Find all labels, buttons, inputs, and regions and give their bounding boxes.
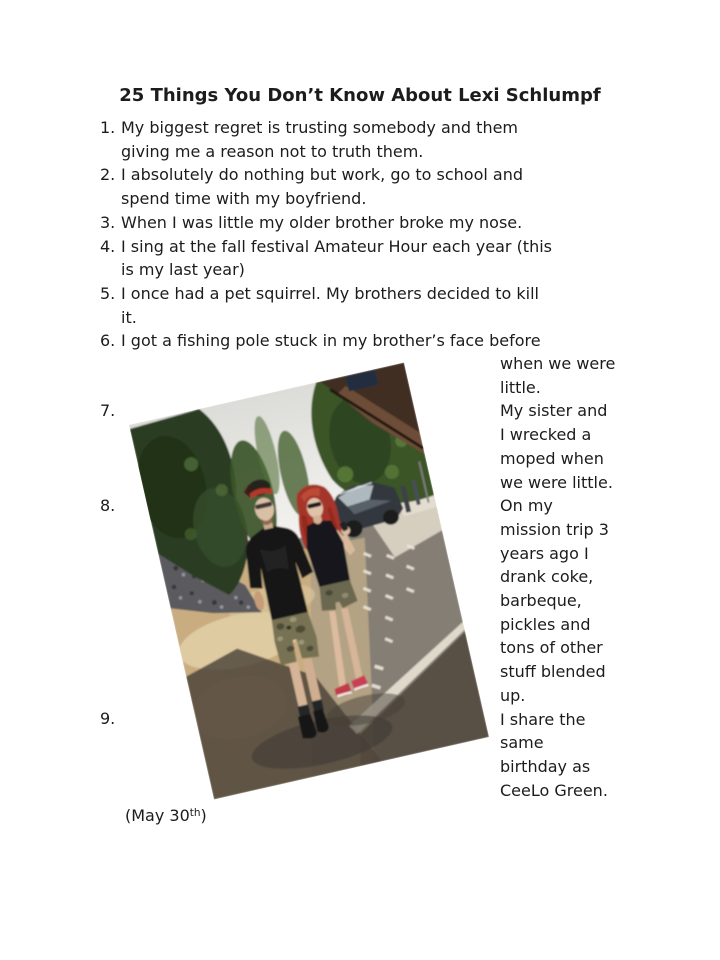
list-item-line: I once had a pet squirrel. My brothers decided to kill [121,283,539,303]
list-item-3 [100,211,660,235]
wrap-line: On my [500,496,553,516]
wrap-line: CeeLo Green. [500,780,608,800]
wrap-line: we were little. [500,472,613,492]
list-item-line: spend time with my boyfriend. [121,189,367,209]
page-title: 25 Things You Don’t Know About Lexi Schlumpf [119,85,601,106]
list-item-number: 2. [100,165,116,185]
wrap-line: moped when [500,448,604,468]
birthday-date-note [125,804,207,828]
list-item-line: I got a fishing pole stuck in my brother’s face before [121,331,541,351]
wrap-line: pickles and [500,614,591,634]
list-item-5 [100,282,660,329]
wrap-line: mission trip 3 [500,519,609,539]
wrap-line: when we were [500,354,616,373]
date-text-close: ) [200,806,207,825]
list-item-line: it. [121,307,137,327]
date-text: (May 30 [125,806,190,825]
wrap-line: tons of other [500,638,603,658]
wrap-line: birthday as [500,756,591,776]
list-item-number: 6. [100,331,116,351]
list-item-6 [100,329,660,353]
list-item-number-9: 9. [100,709,116,728]
list-item-number: 4. [100,236,116,256]
ordinal-superscript: th [189,807,201,819]
wrap-line: up. [500,685,526,705]
list-item-number: 3. [100,212,116,232]
list-item-1 [100,116,660,163]
list-item-line: is my last year) [121,260,245,280]
wrap-line: same [500,733,544,753]
list-item-2 [100,163,660,210]
wrap-line: I wrecked a [500,425,592,445]
wrap-line: I share the [500,709,586,729]
list-item-4 [100,235,660,282]
photo-illustration [129,363,489,800]
list-item-number-8: 8. [100,496,116,515]
list-item-number: 5. [100,283,116,303]
text-wrap-column [500,352,710,802]
inline-photo-two-people-outdoors [129,363,489,800]
list-item-number: 1. [100,118,116,137]
wrap-line: little. [500,377,541,397]
list-item-line: When I was little my older brother broke my nose. [121,212,523,232]
list-item-line: giving me a reason not to truth them. [121,141,424,161]
list-item-number-7: 7. [100,401,116,420]
wrap-line: years ago I [500,543,589,563]
wrap-line: barbeque, [500,591,582,611]
list-item-line: My biggest regret is trusting somebody and them [121,118,519,137]
wrap-line: drank coke, [500,567,594,587]
wrap-line: My sister and [500,401,608,421]
list-item-line: I absolutely do nothing but work, go to school and [121,165,524,185]
wrap-line: stuff blended [500,662,606,682]
numbered-list [100,116,660,353]
list-item-line: I sing at the fall festival Amateur Hour each year (this [121,236,552,256]
